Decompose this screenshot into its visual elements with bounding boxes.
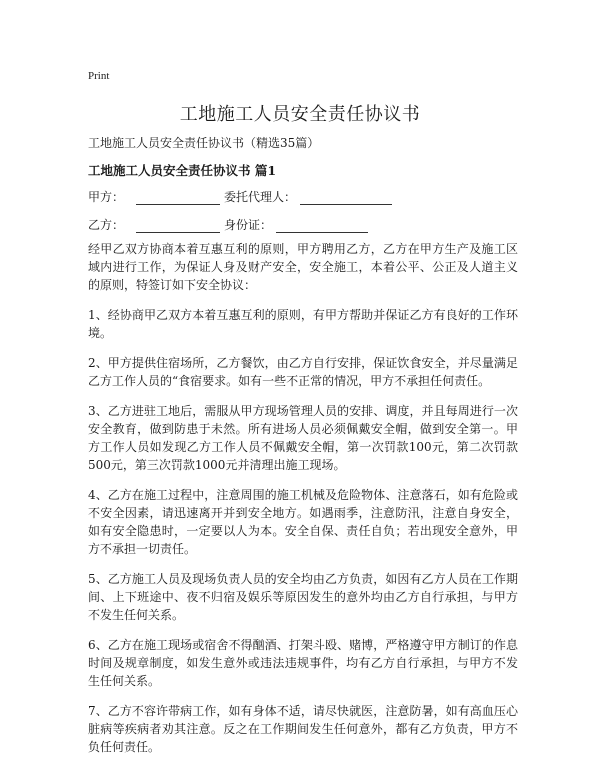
party-a-label: 甲方：	[88, 190, 125, 204]
agent-label: 委托代理人：	[224, 190, 297, 204]
document-body	[88, 240, 518, 768]
party-a-row	[88, 188, 392, 205]
id-label: 身份证：	[224, 218, 273, 232]
id-blank	[276, 219, 368, 233]
section-heading: 工地施工人员安全责任协议书 篇1	[88, 163, 277, 178]
paragraph-clause-3: 3、乙方进驻工地后，需服从甲方现场管理人员的安排、调度，并且每周进行一次安全教育，做到防患于未然。所有进场人员必须佩戴安全帽，做到安全第一。甲方工作人员如发现乙方工作人员不佩戴安全帽，第一次罚款100元，第二次罚款500元，第三次罚款1000元并清理出施工现场。	[88, 404, 518, 472]
paragraph-intro: 经甲乙双方协商本着互惠互利的原则，甲方聘用乙方，乙方在甲方生产及施工区域内进行工作，为保证人身及财产安全，安全施工，本着公平、公正及人道主义的原则，特签订如下安全协议：	[88, 242, 518, 292]
paragraph-clause-1: 1、经协商甲乙双方本着互惠互利的原则，有甲方帮助并保证乙方有良好的工作环境。	[88, 308, 518, 340]
paragraph-clause-4: 4、乙方在施工过程中，注意周围的施工机械及危险物体、注意落石，如有危险或不安全因素，请迅速离开并到安全地方。如遇雨季，注意防汛，注意自身安全，如有安全隐患时，一定要以人为本。安全自保、责任自负；若出现安全意外，甲方不承担一切责任。	[88, 488, 518, 556]
paragraph-clause-6: 6、乙方在施工现场或宿舍不得酗酒、打架斗殴、赌博，严格遵守甲方制订的作息时间及规章制度，如发生意外或违法违规事件，均有乙方自行承担，与甲方不发生任何关系。	[88, 638, 518, 688]
party-b-label: 乙方：	[88, 218, 125, 232]
document-subtitle: 工地施工人员安全责任协议书（精选35篇）	[88, 136, 320, 150]
paragraph-clause-7: 7、乙方不容许带病工作，如有身体不适，请尽快就医，注意防暑，如有高血压心脏病等疾病者劝其注意。反之在工作期间发生任何意外，都有乙方负责，甲方不负任何责任。	[88, 704, 518, 754]
party-b-blank	[136, 219, 220, 233]
agent-blank	[300, 191, 392, 205]
document-title: 工地施工人员安全责任协议书	[179, 104, 421, 125]
party-b-row	[88, 216, 368, 233]
print-link[interactable]: Print	[88, 70, 110, 82]
party-a-blank	[136, 191, 220, 205]
paragraph-clause-2: 2、甲方提供住宿场所，乙方餐饮，由乙方自行安排，保证饮食安全，并尽量满足乙方工作人员的“食宿要求。如有一些不正常的情况，甲方不承担任何责任。	[88, 356, 518, 388]
paragraph-clause-5: 5、乙方施工人员及现场负责人员的安全均由乙方负责，如因有乙方人员在工作期间、上下班途中、夜不归宿及娱乐等原因发生的意外均由乙方自行承担，与甲方不发生任何关系。	[88, 572, 518, 622]
